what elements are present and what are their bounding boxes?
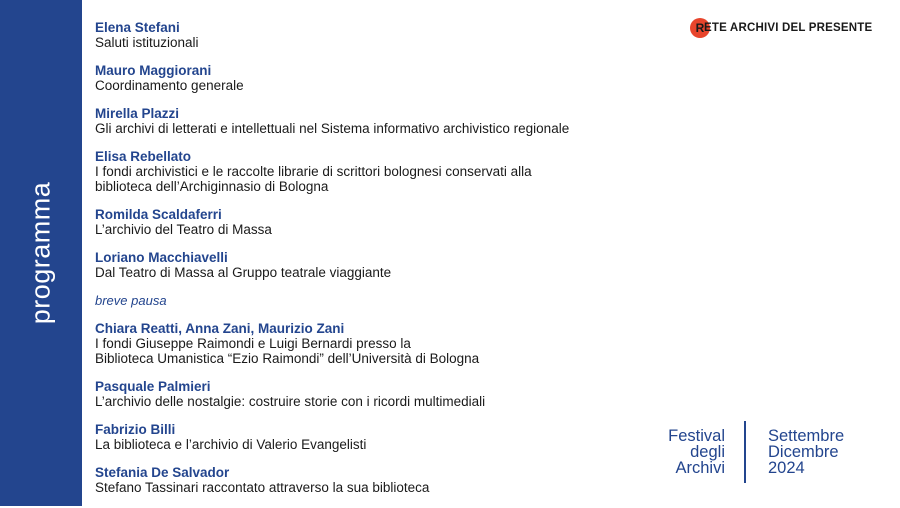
talk-title: La biblioteca e l’archivio di Valerio Evangelisti bbox=[95, 437, 367, 452]
speaker-name: Loriano Macchiavelli bbox=[95, 250, 228, 265]
talk-title: Dal Teatro di Massa al Gruppo teatrale viaggiante bbox=[95, 265, 392, 280]
program-item bbox=[95, 321, 635, 366]
program-item bbox=[95, 20, 635, 50]
date-line: Dicembre bbox=[768, 443, 839, 461]
festival-line: degli bbox=[690, 443, 725, 461]
rete-archivi-logo bbox=[690, 18, 872, 38]
program-item bbox=[95, 207, 635, 237]
speaker-name: Chiara Reatti, Anna Zani, Maurizio Zani bbox=[95, 321, 345, 336]
talk-title: Stefano Tassinari raccontato attraverso la sua biblioteca bbox=[95, 480, 430, 495]
talk-title: Coordinamento generale bbox=[95, 78, 244, 93]
speaker-name: Elena Stefani bbox=[95, 20, 180, 35]
talk-title-line: I fondi Giuseppe Raimondi e Luigi Bernardi presso la bbox=[95, 336, 411, 351]
sidebar-label: programma bbox=[25, 181, 56, 325]
talk-title-line: Biblioteca Umanistica “Ezio Raimondi” dell’Università di Bologna bbox=[95, 351, 480, 366]
talk-title: Gli archivi di letterati e intellettuali nel Sistema informativo archivistico regionale bbox=[95, 121, 570, 136]
speaker-name: Fabrizio Billi bbox=[95, 422, 176, 437]
speaker-name: Mirella Plazzi bbox=[95, 106, 180, 121]
vertical-divider bbox=[744, 421, 746, 483]
speaker-name: Romilda Scaldaferri bbox=[95, 207, 222, 222]
logo-text: ETE ARCHIVI DEL PRESENTE bbox=[704, 22, 873, 34]
talk-title-line: biblioteca dell’Archiginnasio di Bologna bbox=[95, 179, 329, 194]
program-item bbox=[95, 149, 635, 194]
program-item bbox=[95, 106, 635, 136]
logo-letter: R bbox=[695, 21, 705, 35]
program-item bbox=[95, 63, 635, 93]
program-item bbox=[95, 250, 635, 280]
speaker-name: Pasquale Palmieri bbox=[95, 379, 211, 394]
program-list bbox=[95, 20, 635, 508]
talk-title: Saluti istituzionali bbox=[95, 35, 199, 50]
date-line: Settembre bbox=[768, 427, 845, 445]
sidebar-band bbox=[0, 0, 82, 506]
festival-line: Festival bbox=[668, 427, 725, 445]
talk-title-line: I fondi archivistici e le raccolte librarie di scrittori bolognesi conservati alla bbox=[95, 164, 532, 179]
speaker-name: Mauro Maggiorani bbox=[95, 63, 212, 78]
program-item bbox=[95, 465, 635, 495]
speaker-name: Elisa Rebellato bbox=[95, 149, 192, 164]
talk-title: L’archivio del Teatro di Massa bbox=[95, 222, 272, 237]
speaker-name: Stefania De Salvador bbox=[95, 465, 230, 480]
talk-title: L’archivio delle nostalgie: costruire storie con i ricordi multimediali bbox=[95, 394, 486, 409]
program-item bbox=[95, 379, 635, 409]
festival-title bbox=[640, 428, 725, 476]
program-item bbox=[95, 422, 635, 452]
break-label: breve pausa bbox=[95, 293, 167, 308]
festival-dates bbox=[768, 428, 844, 476]
date-line: 2024 bbox=[768, 459, 805, 477]
festival-line: Archivi bbox=[675, 459, 725, 477]
